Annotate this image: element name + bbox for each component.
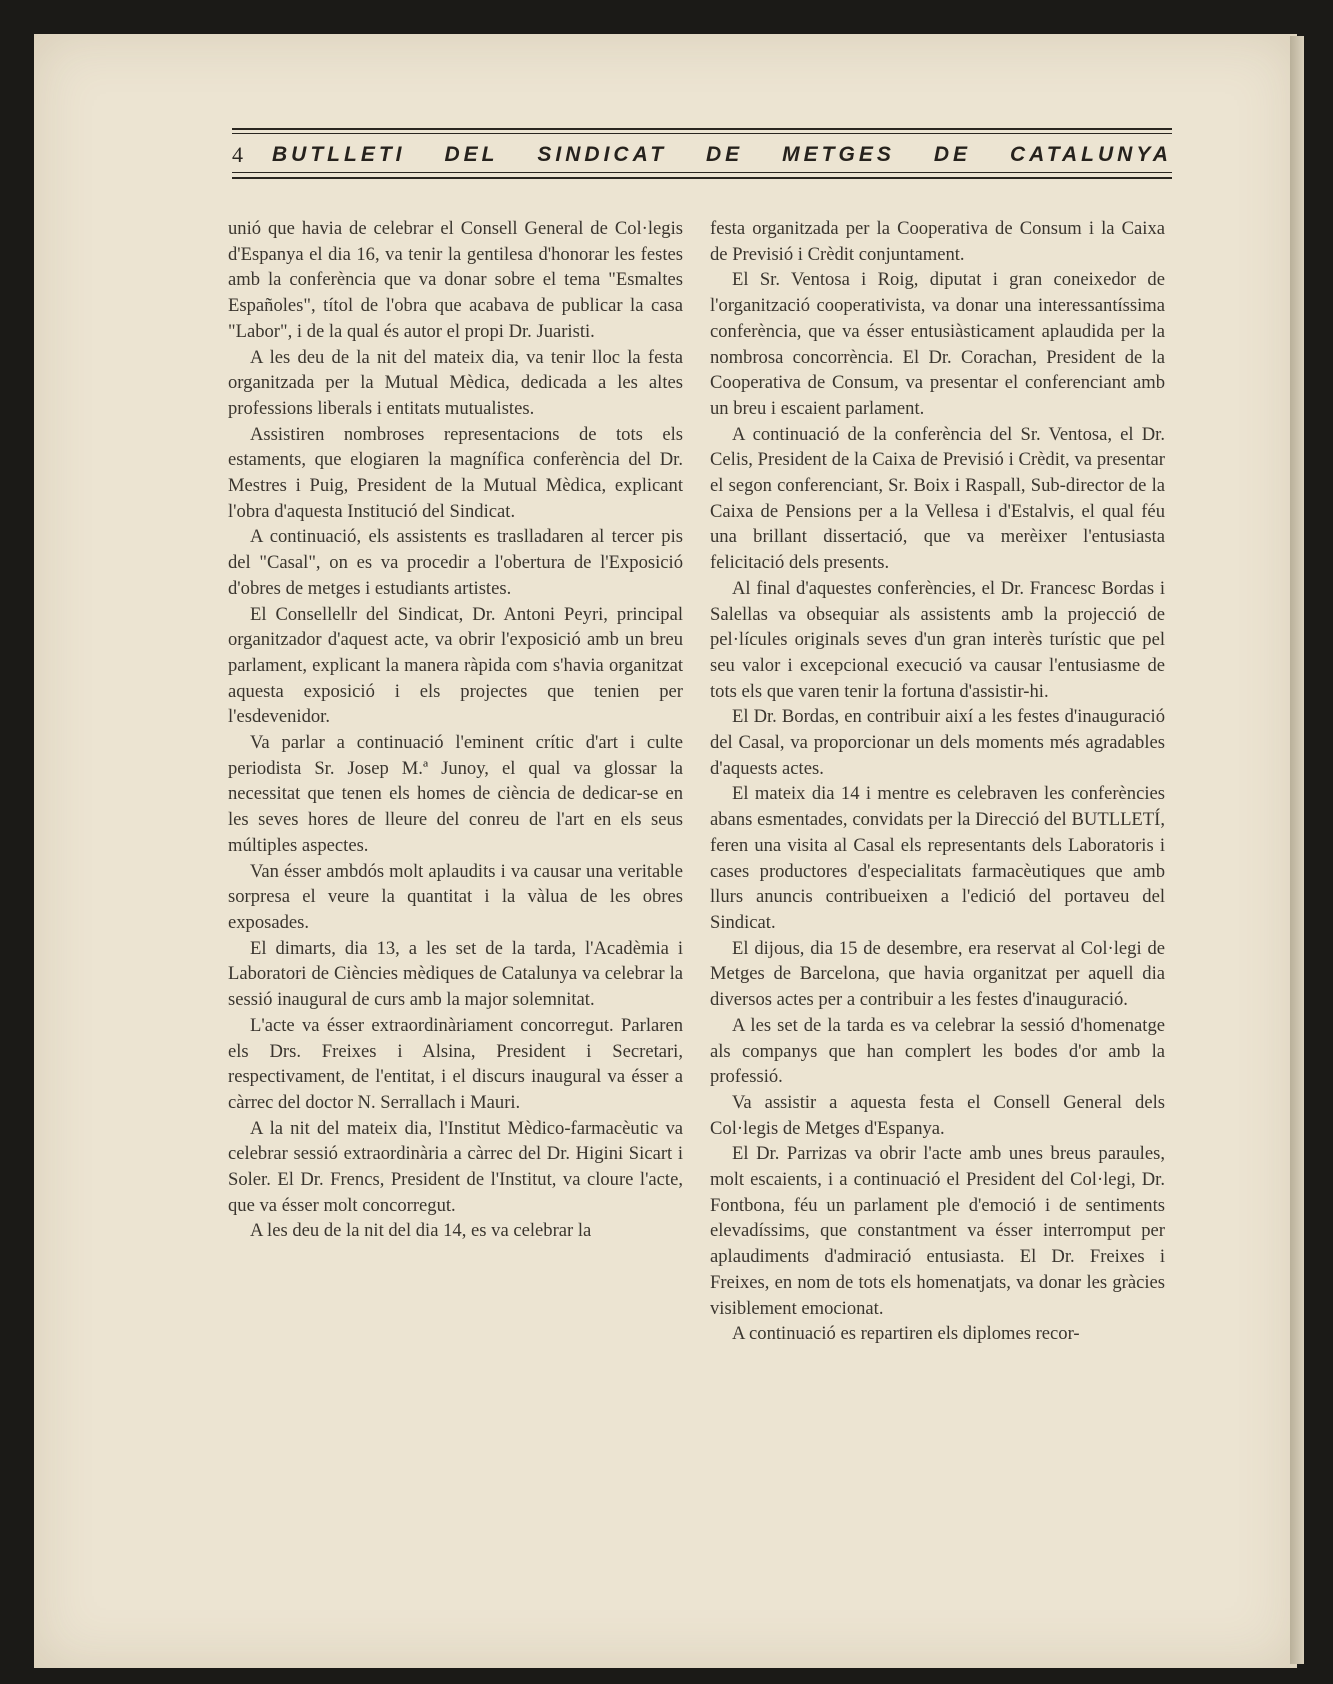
header-rule-bottom-thin	[232, 172, 1172, 173]
left-column	[228, 216, 683, 1244]
running-title	[272, 143, 1172, 167]
title-word: CATALUNYA	[1009, 143, 1172, 166]
paragraph: A continuació es repartiren els diplomes recor-	[732, 1323, 1080, 1345]
paragraph: Assistiren nombroses representacions de tots els estaments, que elogiaren la magnífica conferència del Dr. Mestres i Puig, President de la Mutual Mèdica, explicant l'obra d'aquesta Institució del Sindicat.	[228, 423, 683, 522]
paragraph: El Consellellr del Sindicat, Dr. Antoni Peyri, principal organitzador d'aquest acte, va obrir l'exposició amb un breu parlament, explicant la manera ràpida com s'havia organitzat aquesta exposició i els projectes que tenien per l'esdevenidor.	[228, 603, 683, 728]
paragraph: Al final d'aquestes conferències, el Dr. Francesc Bordas i Salellas va obsequiar als assistents amb la projecció de pel·lícules originals seves d'un gran interès turístic que pel seu valor i excepcional execució va causar l'entusiasme de tots els que varen tenir la fortuna d'assistir-hi.	[710, 577, 1165, 702]
title-word: DE	[706, 143, 744, 166]
paragraph: L'acte va ésser extraordinàriament concorregut. Parlaren els Drs. Freixes i Alsina, President i Secretari, respectivament, de l'entitat, i el discurs inaugural va ésser a càrrec del doctor N. Serrallach i Mauri.	[228, 1014, 683, 1113]
paragraph: El Sr. Ventosa i Roig, diputat i gran coneixedor de l'organització cooperativista, va donar una interessantíssima conferència, que va ésser entusiàsticament aplaudida per la nombrosa concorrència. El Dr. Corachan, President de la Cooperativa de Consum, va presentar el conferenciant amb un breu i escaient parlament.	[710, 269, 1165, 419]
paragraph: El mateix dia 14 i mentre es celebraven les conferències abans esmentades, convidats per la Direcció del BUTLLETÍ, feren una visita al Casal els representants dels Laboratoris i cases productores d'especialitats farmacèutiques que amb llurs anuncis contribueixen a l'edició del portaveu del Sindicat.	[710, 783, 1165, 933]
paragraph: El dimarts, dia 13, a les set de la tarda, l'Acadèmia i Laboratori de Ciències mèdiques de Catalunya va celebrar la sessió inaugural de curs amb la major solemnitat.	[228, 937, 683, 1011]
title-word: METGES	[782, 143, 895, 166]
page-number: 4	[232, 142, 243, 167]
title-word: DE	[933, 143, 971, 166]
paragraph: Va assistir a aquesta festa el Consell General dels Col·legis de Metges d'Espanya.	[710, 1091, 1165, 1139]
paragraph: unió que havia de celebrar el Consell General de Col·legis d'Espanya el dia 16, va tenir la gentilesa d'honorar les festes amb la conferència que va donar sobre el tema "Esmaltes Españoles", títol de l'obra que acabava de publicar la casa "Labor", i de la qual és autor el propi Dr. Juaristi.	[228, 218, 683, 342]
running-header	[232, 128, 1172, 182]
paragraph: El dijous, dia 15 de desembre, era reservat al Col·legi de Metges de Barcelona, que havia organitzat per aquell dia diversos actes per a contribuir a les festes d'inauguració.	[710, 937, 1165, 1011]
paragraph: A continuació, els assistents es traslladaren al tercer pis del "Casal", on es va procedir a l'obertura de l'Exposició d'obres de metges i estudiants artistes.	[228, 526, 683, 599]
paragraph: Van ésser ambdós molt aplaudits i va causar una veritable sorpresa el veure la quantitat i la vàlua de les obres exposades.	[228, 860, 683, 933]
page-edge	[1290, 36, 1304, 1664]
header-rule-bottom	[232, 177, 1172, 179]
paragraph: El Dr. Bordas, en contribuir així a les festes d'inauguració del Casal, va proporcionar un dels moments més agradables d'aquests actes.	[710, 706, 1165, 779]
paragraph: A la nit del mateix dia, l'Institut Mèdico-farmacèutic va celebrar sessió extraordinària a càrrec del Dr. Higini Sicart i Soler. El Dr. Frencs, President de l'Institut, va cloure l'acte, que va ésser molt concorregut.	[228, 1117, 683, 1216]
header-row	[232, 141, 1172, 169]
title-word: BUTLLETI	[272, 143, 406, 166]
paragraph: A les set de la tarda es va celebrar la sessió d'homenatge als companys que han complert les bodes d'or amb la professió.	[710, 1014, 1165, 1088]
title-word: SINDICAT	[537, 143, 668, 166]
title-word: DEL	[444, 143, 499, 166]
header-rule-top	[232, 128, 1172, 130]
paragraph: A continuació de la conferència del Sr. Ventosa, el Dr. Celis, President de la Caixa de Previsió i Crèdit, va presentar el segon conferenciant, Sr. Boix i Raspall, Sub-director de la Caixa de Pensions per a la Vellesa i d'Estalvis, el qual féu una brillant dissertació, que va merèixer l'entusiasta felicitació dels presents.	[710, 423, 1165, 574]
header-rule-top-thin	[232, 133, 1172, 134]
paragraph: El Dr. Parrizas va obrir l'acte amb unes breus paraules, molt escaients, i a continuació el President del Col·legi, Dr. Fontbona, féu un parlament ple d'emoció i de sentiments elevadíssims, que constantment va ésser interromput per aplaudiments d'admiració entusiasta. El Dr. Freixes i Freixes, en nom de tots els homenatjats, va donar les gràcies visiblement emocionat.	[710, 1143, 1165, 1319]
paragraph: A les deu de la nit del mateix dia, va tenir lloc la festa organitzada per la Mutual Mèdica, dedicada a les altes professions liberals i entitats mutualistes.	[228, 346, 683, 419]
right-column	[710, 216, 1165, 1347]
paragraph: Va parlar a continuació l'eminent crític d'art i culte periodista Sr. Josep M.ª Junoy, el qual va glossar la necessitat que tenen els homes de ciència de dedicar-se en les seves hores de lleure del conreu de l'art en els seus múltiples aspectes.	[228, 732, 683, 856]
paragraph: A les deu de la nit del dia 14, es va celebrar la	[250, 1220, 592, 1242]
paragraph: festa organitzada per la Cooperativa de Consum i la Caixa de Previsió i Crèdit conjuntament.	[710, 218, 1165, 265]
